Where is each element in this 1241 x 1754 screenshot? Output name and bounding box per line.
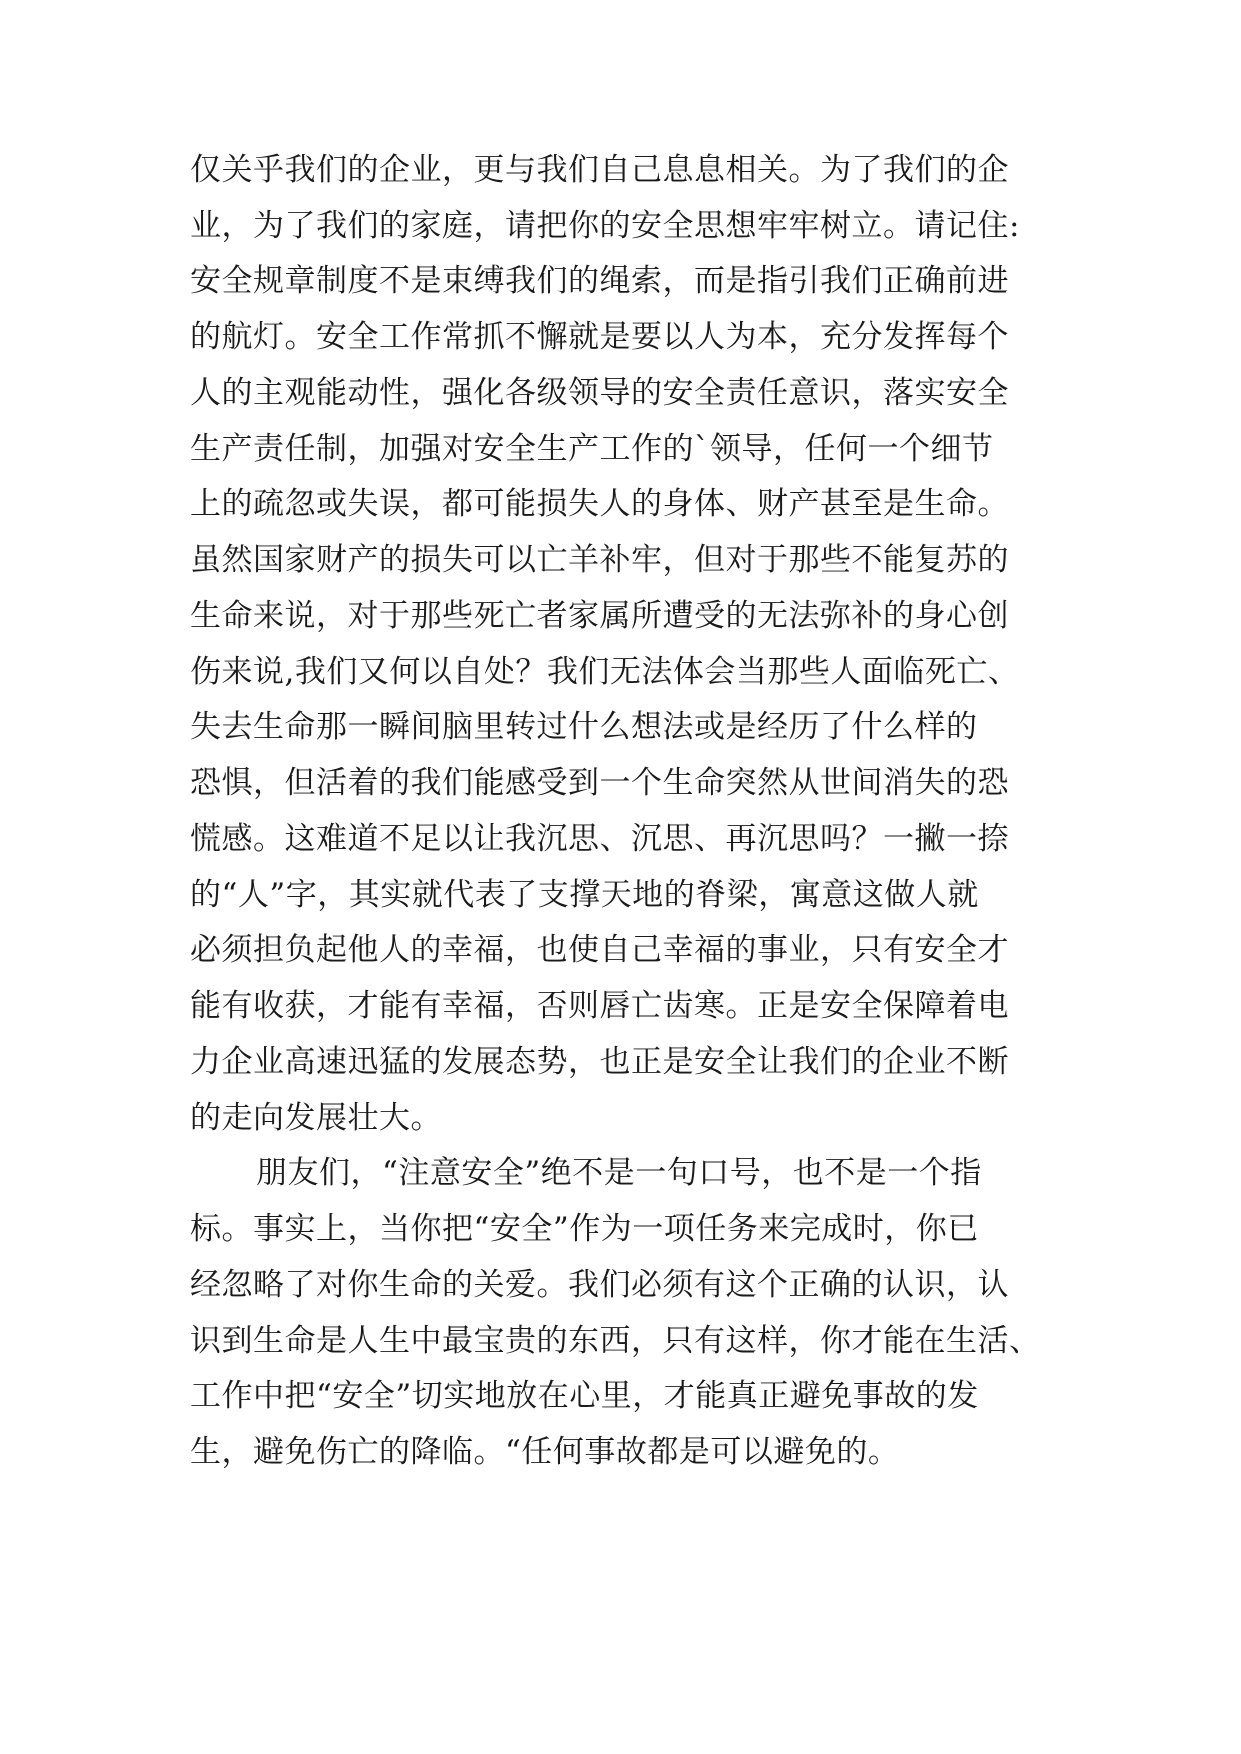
text-line: 业，为了我们的家庭，请把你的安全思想牢牢树立。请记住: [190,208,1020,244]
text-line: 标。事实上，当你把“安全”作为一项任务来完成时，你已 [190,1211,979,1247]
text-line: 慌感。这难道不足以让我沉思、沉思、再沉思吗？一撇一捺 [190,821,1009,857]
text-line: 伤来说,我们又何以自处？我们无法体会当那些人面临死亡、 [190,654,1020,690]
text-line: 必须担负起他人的幸福，也使自己幸福的事业，只有安全才 [190,932,1009,968]
text-line: 恐惧，但活着的我们能感受到一个生命突然从世间消失的恐 [190,765,1009,801]
text-line: 失去生命那一瞬间脑里转过什么想法或是经历了什么样的 [190,709,978,745]
text-line: 虽然国家财产的损失可以亡羊补牢，但对于那些不能复苏的 [190,542,1009,578]
text-line: 生命来说，对于那些死亡者家属所遭受的无法弥补的身心创 [190,598,1009,634]
text-line: 安全规章制度不是束缚我们的绳索，而是指引我们正确前进 [190,263,1009,299]
text-line: 上的疏忽或失误，都可能损失人的身体、财产甚至是生命。 [190,486,1009,522]
text-line: 力企业高速迅猛的发展态势，也正是安全让我们的企业不断 [190,1044,1009,1080]
text-line: 生，避免伤亡的降临。“任何事故都是可以避免的。 [190,1434,900,1470]
text-line: 生产责任制，加强对安全生产工作的`领导，任何一个细节 [190,431,994,467]
text-line: 能有收获，才能有幸福，否则唇亡齿寒。正是安全保障着电 [190,988,1009,1024]
text-line: 经忽略了对你生命的关爱。我们必须有这个正确的认识，认 [190,1267,1009,1303]
text-line: 人的主观能动性，强化各级领导的安全责任意识，落实安全 [190,375,1009,411]
text-line: 的走向发展壮大。 [190,1100,442,1136]
text-line: 的航灯。安全工作常抓不懈就是要以人为本，充分发挥每个 [190,319,1009,355]
text-line: 识到生命是人生中最宝贵的东西，只有这样，你才能在生活、 [190,1323,1041,1359]
paragraph-first-line: 朋友们，“注意安全”绝不是一句口号，也不是一个指 [256,1155,982,1191]
text-line: 的“人”字，其实就代表了支撑天地的脊梁，寓意这做人就 [190,877,979,913]
text-line: 仅关乎我们的企业，更与我们自己息息相关。为了我们的企 [190,152,1009,188]
text-line: 工作中把“安全”切实地放在心里，才能真正避免事故的发 [190,1378,979,1414]
